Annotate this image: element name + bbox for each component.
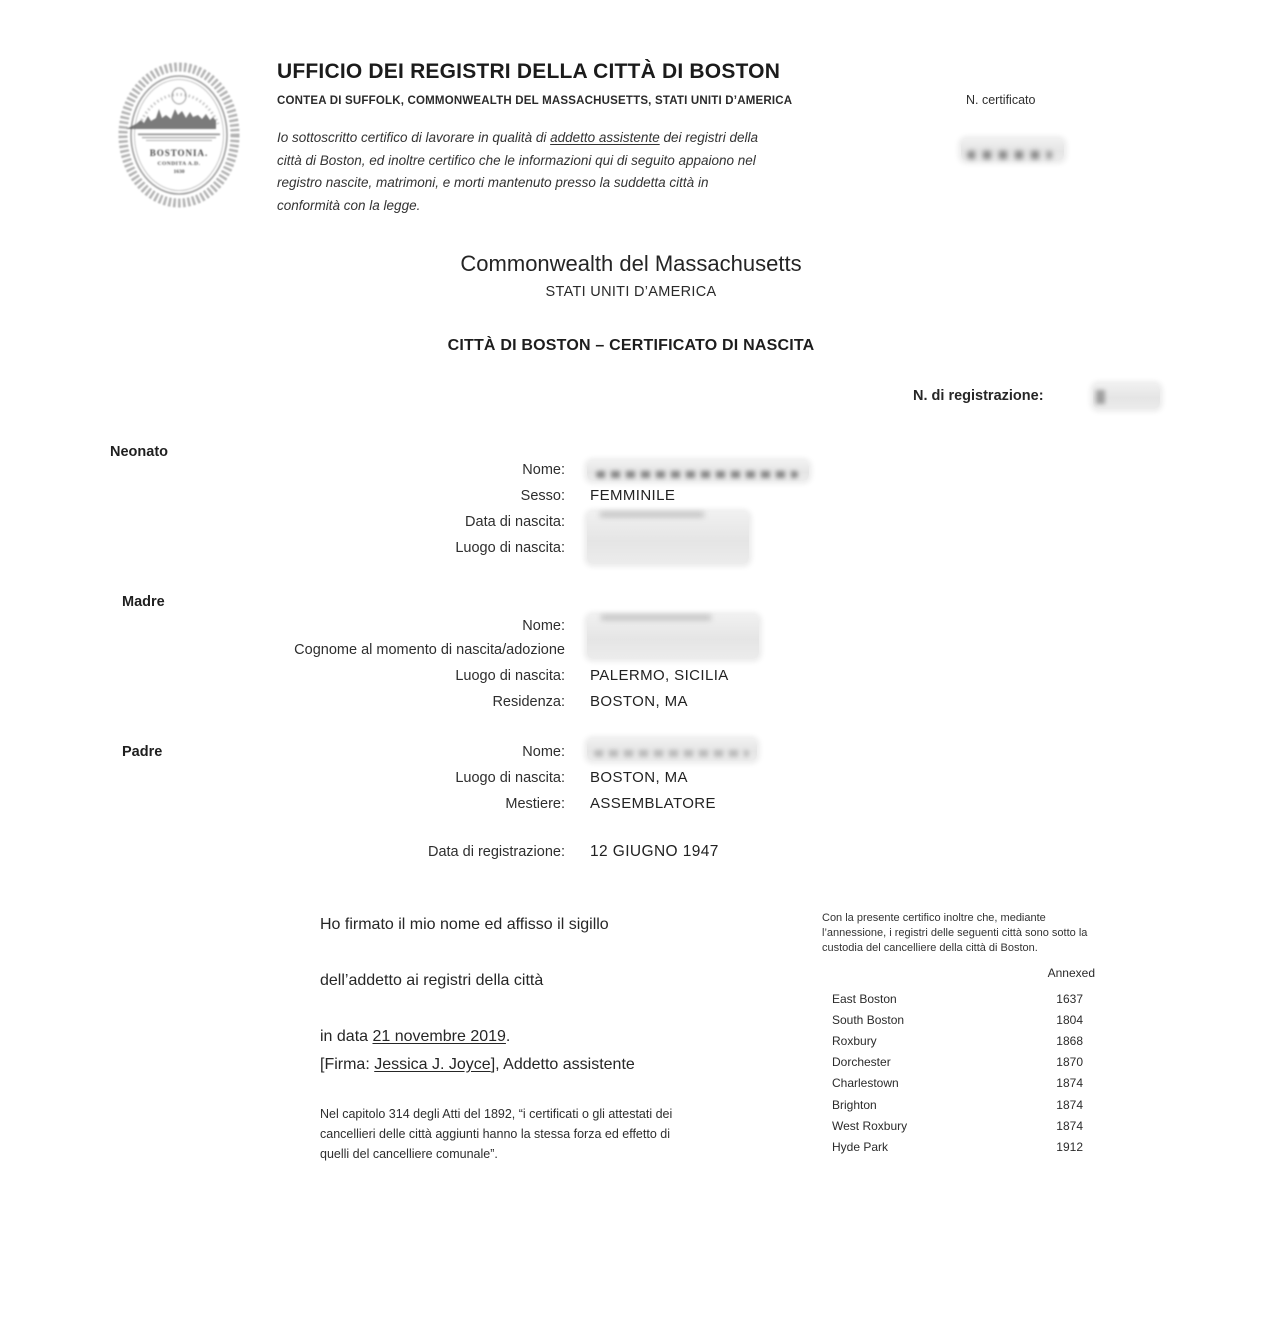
signature-statement-line-1: Ho firmato il mio nome ed affisso il sigillo [320, 916, 609, 933]
section-title-madre: Madre [122, 594, 165, 610]
annex-year: 1637 [1056, 991, 1083, 1006]
seal-text-year: 1630 [173, 169, 185, 175]
annex-row [832, 988, 1085, 1009]
field-label-padre-nome: Nome: [522, 744, 565, 760]
signature-date-line: in data 21 novembre 2019. [320, 1028, 511, 1045]
field-value-data-di-registrazione: 12 GIUGNO 1947 [590, 843, 719, 860]
annex-town: Hyde Park [832, 1139, 889, 1154]
annex-year: 1874 [1056, 1076, 1083, 1091]
certifier-statement-line: registro nascite, matrimoni, e morti mantenuto presso la suddetta città in [277, 175, 709, 190]
section-title-neonato: Neonato [110, 444, 168, 460]
field-label-neonato-nome: Nome: [522, 462, 565, 478]
field-label-padre-mestiere: Mestiere: [505, 796, 565, 812]
certificate-number-redacted [961, 139, 1064, 161]
annex-year: 1868 [1056, 1033, 1083, 1048]
field-value-madre-luogo-di-nascita: PALERMO, SICILIA [590, 667, 729, 684]
heading-commonwealth: Commonwealth del Massachusetts [460, 251, 802, 276]
seal-text-condita: CONDITA A.D. [157, 161, 201, 167]
field-value-neonato-sesso: FEMMINILE [590, 487, 676, 504]
certificate-number-label: N. certificato [966, 93, 1036, 107]
legal-note-line: Nel capitolo 314 degli Atti del 1892, “i certificati o gli attestati dei [320, 1107, 673, 1121]
annex-town: East Boston [832, 991, 897, 1006]
field-label-madre-cognome: Cognome al momento di nascita/adozione [294, 642, 565, 658]
boston-city-seal-icon [118, 62, 240, 212]
annex-column-header: Annexed [1047, 966, 1095, 980]
annex-year: 1804 [1056, 1012, 1083, 1027]
office-title: UFFICIO DEI REGISTRI DELLA CITTÀ DI BOSTON [277, 60, 781, 83]
annex-town: South Boston [832, 1012, 905, 1027]
madre-nome-redacted [587, 615, 759, 659]
field-label-data-di-registrazione: Data di registrazione: [427, 844, 565, 860]
annex-row [832, 1073, 1085, 1094]
field-label-madre-luogo-di-nascita: Luogo di nascita: [455, 668, 565, 684]
field-label-madre-nome: Nome: [522, 618, 565, 634]
legal-note-line: quelli del cancelliere comunale”. [320, 1147, 498, 1161]
field-label-madre-residenza: Residenza: [492, 694, 565, 710]
field-label-neonato-sesso: Sesso: [520, 488, 565, 504]
padre-nome-redacted [587, 739, 757, 761]
annex-row [832, 1094, 1085, 1115]
annex-year: 1912 [1056, 1139, 1083, 1154]
certifier-statement [277, 127, 758, 217]
signature-statement-line-2: dell’addetto ai registri della città [320, 972, 544, 989]
annex-note-line: Con la presente certifico inoltre che, mediante [822, 912, 1046, 924]
signature-date: 21 novembre 2019 [372, 1028, 506, 1045]
annex-note-line: custodia del cancelliere della città di Boston. [822, 941, 1038, 954]
seal-text-bostonia: BOSTONIA. [149, 148, 209, 158]
signer-name: Jessica J. Joyce [374, 1056, 491, 1073]
annex-town: West Roxbury [832, 1118, 908, 1133]
neonato-nome-redacted [587, 461, 809, 481]
annex-note [822, 911, 1087, 955]
field-label-neonato-luogo-di-nascita: Luogo di nascita: [455, 540, 565, 556]
annex-year: 1874 [1056, 1097, 1083, 1112]
annex-row [832, 1052, 1085, 1073]
annex-town: Charlestown [832, 1076, 899, 1091]
annex-row [832, 1009, 1085, 1030]
legal-note [320, 1104, 672, 1164]
underlined-role: addetto assistente [550, 130, 660, 145]
heading-country: STATI UNITI D’AMERICA [545, 284, 717, 300]
annex-row [832, 1115, 1085, 1136]
registration-number-redacted [1093, 384, 1160, 409]
annex-row [832, 1136, 1085, 1157]
annex-town: Dorchester [832, 1055, 891, 1070]
annex-row [832, 1030, 1085, 1051]
registration-number-label: N. di registrazione: [913, 388, 1044, 404]
section-title-padre: Padre [122, 744, 163, 760]
annex-note-line: l’annessione, i registri delle seguenti città sono sotto la [822, 926, 1088, 939]
legal-note-line: cancellieri delle città aggiunti hanno la stessa forza ed effetto di [320, 1127, 670, 1141]
annex-year: 1874 [1056, 1118, 1083, 1133]
field-value-padre-mestiere: ASSEMBLATORE [590, 795, 716, 812]
field-value-madre-residenza: BOSTON, MA [590, 693, 688, 710]
certifier-statement-line: città di Boston, ed inoltre certifico che le informazioni qui di seguito appaiono nel [277, 152, 756, 168]
certifier-statement-line: Io sottoscritto certifico di lavorare in qualità di addetto assistente dei registri della [277, 130, 758, 145]
annex-town: Roxbury [832, 1033, 877, 1048]
heading-certificate-title: CITTÀ DI BOSTON – CERTIFICATO DI NASCITA [447, 337, 815, 354]
field-label-neonato-data-di-nascita: Data di nascita: [465, 514, 565, 530]
signer-line: [Firma: Jessica J. Joyce], Addetto assistente [320, 1056, 635, 1073]
field-label-padre-luogo-di-nascita: Luogo di nascita: [455, 770, 565, 786]
field-value-padre-luogo-di-nascita: BOSTON, MA [590, 769, 688, 786]
annex-year: 1870 [1056, 1055, 1083, 1070]
certifier-statement-line: conformità con la legge. [277, 197, 421, 213]
neonato-nascita-redacted [587, 512, 749, 564]
annex-town: Brighton [832, 1097, 877, 1112]
annex-table [832, 988, 1085, 1158]
office-subtitle: CONTEA DI SUFFOLK, COMMONWEALTH DEL MASSACHUSETTS, STATI UNITI D’AMERICA [277, 95, 793, 107]
